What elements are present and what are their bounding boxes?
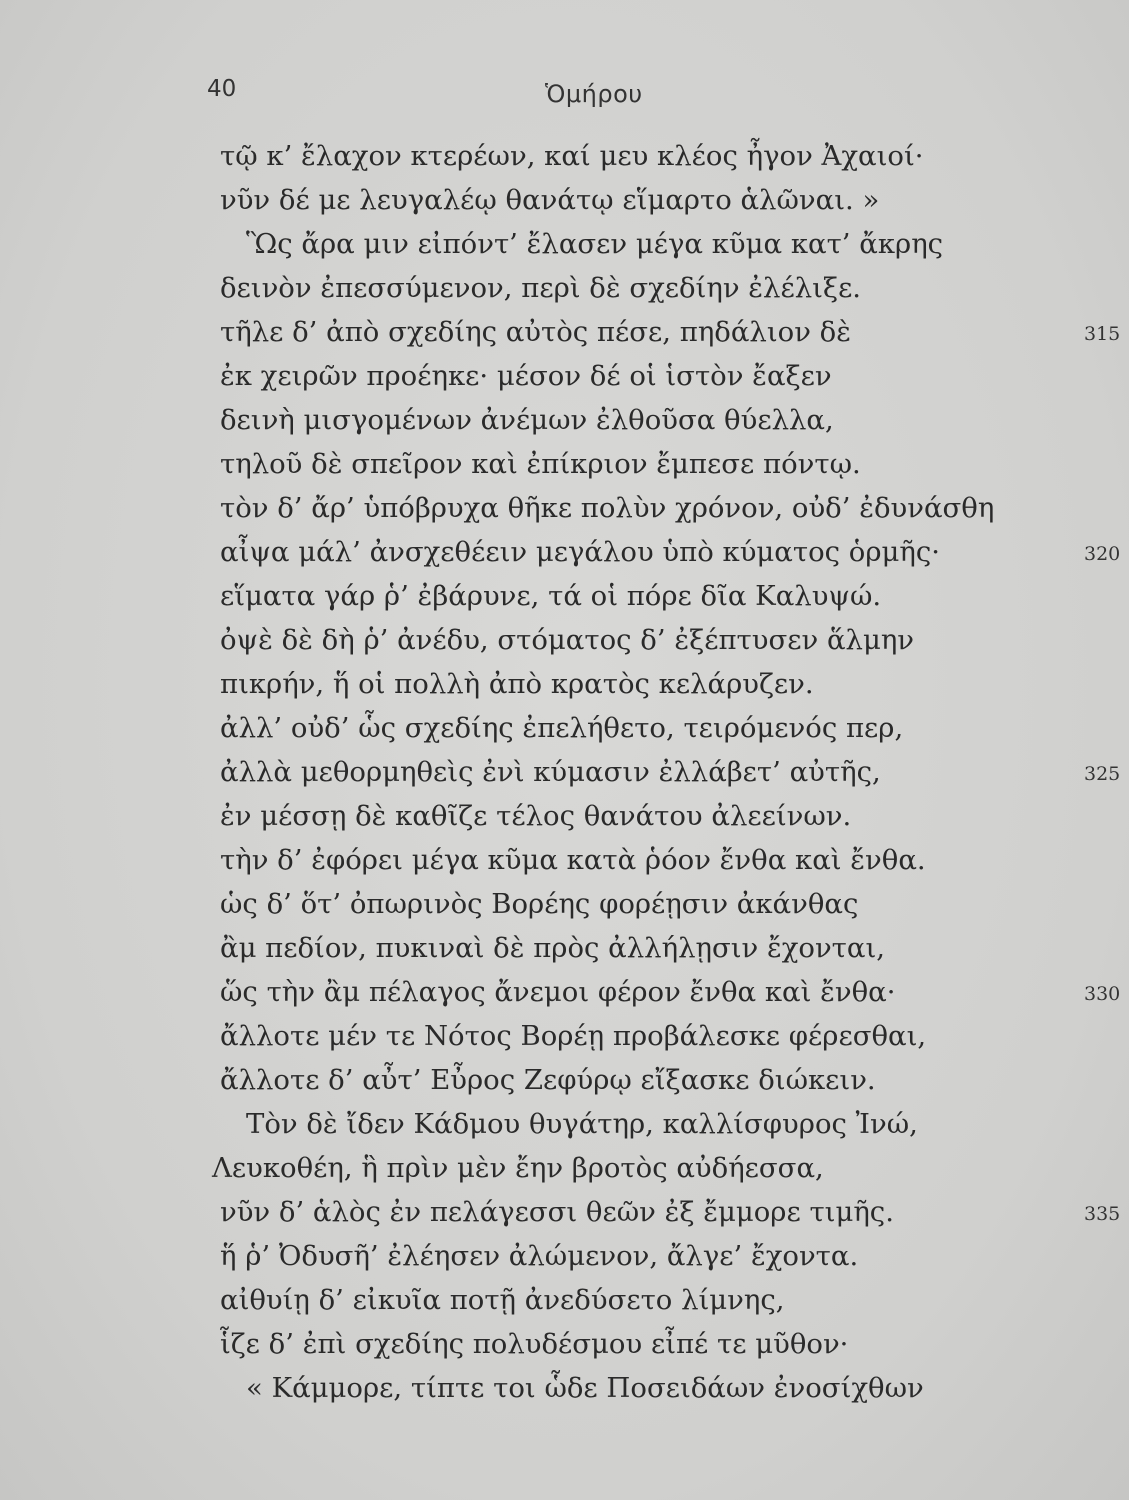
verse-line: νῦν δ’ ἁλὸς ἐν πελάγεσσι θεῶν ἐξ ἔμμορε τιμῆς.: [220, 1196, 894, 1228]
verse-line: αἰθυίῃ δ’ εἰκυῖα ποτῇ ἀνεδύσετο λίμνης,: [220, 1284, 785, 1316]
verse-line: Ὣς ἄρα μιν εἰπόντ’ ἔλασεν μέγα κῦμα κατ’ ἄκρης: [246, 228, 944, 260]
verse-line: ἐκ χειρῶν προέηκε· μέσον δέ οἱ ἱστὸν ἔαξεν: [220, 360, 832, 392]
verse-line: ἥ ῥ’ Ὀδυσῆ’ ἐλέησεν ἀλώμενον, ἄλγε’ ἔχοντα.: [220, 1240, 859, 1272]
verse-line: πικρήν, ἥ οἱ πολλὴ ἀπὸ κρατὸς κελάρυζεν.: [220, 668, 814, 700]
line-number: 315: [1084, 323, 1121, 345]
verse-line: δεινὴ μισγομένων ἀνέμων ἐλθοῦσα θύελλα,: [220, 404, 834, 436]
verse-line: ἄλλοτε δ’ αὖτ’ Εὖρος Ζεφύρῳ εἴξασκε διώκειν.: [220, 1064, 876, 1096]
line-number: 335: [1084, 1203, 1121, 1225]
verse-line: νῦν δέ με λευγαλέῳ θανάτῳ εἵμαρτο ἁλῶναι. »: [220, 184, 880, 216]
verse-line: ἀλλὰ μεθορμηθεὶς ἐνὶ κύμασιν ἐλλάβετ’ αὐτῆς,: [220, 756, 881, 788]
verse-line: τῷ κ’ ἔλαχον κτερέων, καί μευ κλέος ἦγον Ἀχαιοί·: [220, 140, 924, 172]
verse-line: Τὸν δὲ ἴδεν Κάδμου θυγάτηρ, καλλίσφυρος Ἰνώ,: [246, 1108, 918, 1140]
running-head: Ὁμήρου: [545, 80, 643, 108]
verse-line: ἀλλ’ οὐδ’ ὧς σχεδίης ἐπελήθετο, τειρόμενός περ,: [220, 712, 904, 744]
verse-line: Λευκοθέη, ἣ πρὶν μὲν ἔην βροτὸς αὐδήεσσα,: [212, 1152, 824, 1184]
verse-line: ἐν μέσσῃ δὲ καθῖζε τέλος θανάτου ἀλεείνων.: [220, 800, 852, 832]
verse-line: ὡς δ’ ὅτ’ ὀπωρινὸς Βορέης φορέῃσιν ἀκάνθας: [220, 888, 859, 920]
line-number: 325: [1084, 763, 1121, 785]
verse-line: « Κάμμορε, τίπτε τοι ὧδε Ποσειδάων ἐνοσίχθων: [246, 1372, 924, 1404]
verse-line: τῆλε δ’ ἀπὸ σχεδίης αὐτὸς πέσε, πηδάλιον δὲ: [220, 316, 851, 348]
verse-line: τὴν δ’ ἐφόρει μέγα κῦμα κατὰ ῥόον ἔνθα καὶ ἔνθα.: [220, 844, 926, 876]
line-number: 320: [1084, 543, 1121, 565]
verse-line: εἵματα γάρ ῥ’ ἐβάρυνε, τά οἱ πόρε δῖα Καλυψώ.: [220, 580, 882, 612]
verse-line: ὀψὲ δὲ δὴ ῥ’ ἀνέδυ, στόματος δ’ ἐξέπτυσεν ἅλμην: [220, 624, 915, 656]
verse-line: ἄλλοτε μέν τε Νότος Βορέῃ προβάλεσκε φέρεσθαι,: [220, 1020, 927, 1052]
page-number: 40: [207, 76, 237, 102]
verse-line: τηλοῦ δὲ σπεῖρον καὶ ἐπίκριον ἔμπεσε πόντῳ.: [220, 448, 861, 480]
verse-line: αἶψα μάλ’ ἀνσχεθέειν μεγάλου ὑπὸ κύματος ὁρμῆς·: [220, 536, 940, 568]
line-number: 330: [1084, 983, 1121, 1005]
verse-line: ὥς τὴν ἂμ πέλαγος ἄνεμοι φέρον ἔνθα καὶ ἔνθα·: [220, 976, 896, 1008]
verse-line: ἷζε δ’ ἐπὶ σχεδίης πολυδέσμου εἶπέ τε μῦθον·: [220, 1328, 849, 1360]
verse-line: ἂμ πεδίον, πυκιναὶ δὲ πρὸς ἀλλήλῃσιν ἔχονται,: [220, 932, 885, 964]
verse-line: δεινὸν ἐπεσσύμενον, περὶ δὲ σχεδίην ἐλέλιξε.: [220, 272, 862, 304]
verse-line: τὸν δ’ ἄρ’ ὑπόβρυχα θῆκε πολὺν χρόνον, οὐδ’ ἐδυνάσθη: [220, 492, 995, 524]
